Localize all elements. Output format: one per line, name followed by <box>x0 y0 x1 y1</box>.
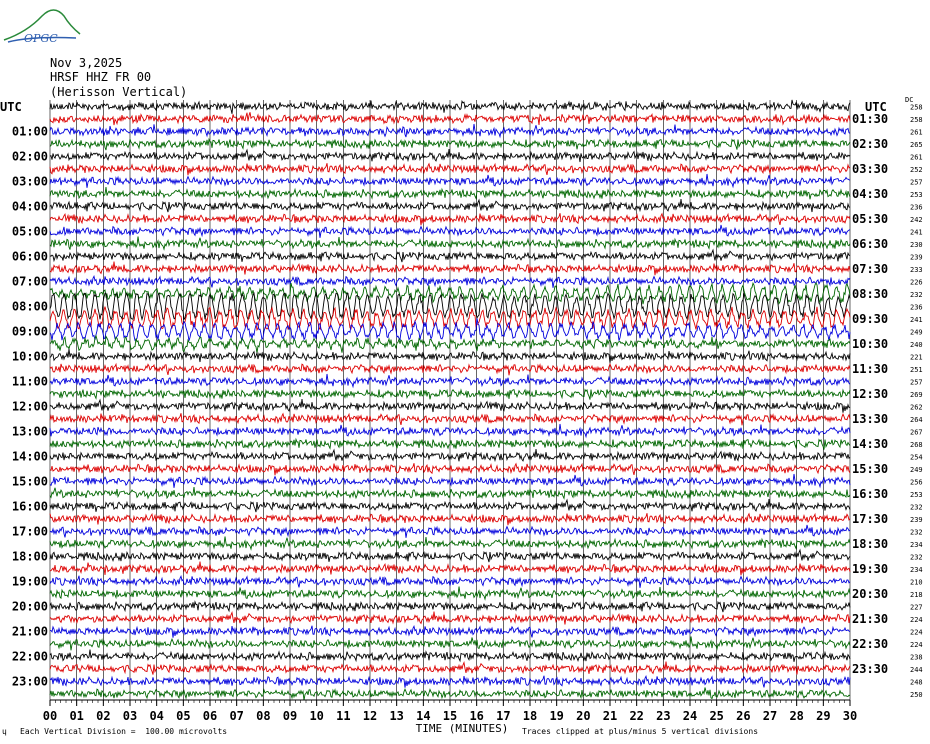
plot-date: Nov 3,2025 <box>50 56 123 70</box>
logo-text: OPGC <box>24 32 58 45</box>
dc-offset-label: 236 <box>910 303 923 312</box>
x-tick-label: 20 <box>576 709 591 723</box>
dc-offset-label: 241 <box>910 315 923 324</box>
dc-offset-label: 232 <box>910 528 923 537</box>
dc-offset-label: 239 <box>910 253 923 262</box>
dc-offset-label: 257 <box>910 378 923 387</box>
dc-offset-label: 248 <box>910 678 923 687</box>
right-hour-label: 11:30 <box>852 361 889 376</box>
right-hour-label: 01:30 <box>852 111 889 126</box>
x-tick-label: 21 <box>602 709 618 723</box>
dc-offset-label: 227 <box>910 603 923 612</box>
dc-offset-label: 234 <box>910 540 923 549</box>
dc-offset-label: 254 <box>910 453 923 462</box>
x-tick-label: 08 <box>256 709 271 723</box>
x-axis-title: TIME (MINUTES) <box>415 722 509 735</box>
right-hour-label: 16:30 <box>852 486 889 501</box>
left-hour-label: 23:00 <box>11 674 48 689</box>
left-hour-label: 18:00 <box>11 549 48 564</box>
right-hour-label: 20:30 <box>852 586 889 601</box>
left-hour-label: 06:00 <box>11 249 48 264</box>
x-tick-label: 29 <box>816 709 831 723</box>
x-tick-label: 13 <box>389 709 404 723</box>
dc-offset-label: 232 <box>910 290 923 299</box>
dc-offset-label: 232 <box>910 553 923 562</box>
right-hour-label: 03:30 <box>852 161 889 176</box>
dc-offset-label: 250 <box>910 690 923 699</box>
x-tick-label: 30 <box>842 709 858 723</box>
dc-offset-label: 224 <box>910 628 923 637</box>
right-hour-label: 12:30 <box>852 386 889 401</box>
left-hour-label: 09:00 <box>11 324 48 339</box>
x-tick-label: 11 <box>336 709 351 723</box>
x-tick-label: 02 <box>96 709 111 723</box>
dc-offset-label: 233 <box>910 265 923 274</box>
dc-offset-label: 252 <box>910 165 923 174</box>
left-hour-label: 11:00 <box>11 374 48 389</box>
right-hour-label: 18:30 <box>852 536 889 551</box>
left-hour-label: 04:00 <box>11 199 48 214</box>
dc-offset-label: 241 <box>910 228 923 237</box>
dc-offset-label: 240 <box>910 340 923 349</box>
left-hour-label: 07:00 <box>11 274 48 289</box>
x-tick-label: 09 <box>282 709 298 723</box>
dc-offset-label: 249 <box>910 328 923 337</box>
right-utc-title: UTC <box>865 100 887 114</box>
dc-offset-label: 264 <box>910 415 923 424</box>
left-hour-label: 19:00 <box>11 574 48 589</box>
left-hour-label: 03:00 <box>11 174 48 189</box>
left-utc-title: UTC <box>0 100 22 114</box>
left-hour-label: 20:00 <box>11 599 48 614</box>
x-tick-label: 17 <box>496 709 511 723</box>
x-tick-label: 00 <box>42 709 58 723</box>
dc-column-title: DC <box>905 96 914 104</box>
right-hour-label: 14:30 <box>852 436 889 451</box>
x-tick-label: 19 <box>549 709 564 723</box>
left-hour-label: 12:00 <box>11 399 48 414</box>
left-hour-label: 10:00 <box>11 349 48 364</box>
x-tick-label: 04 <box>149 709 164 723</box>
right-hour-label: 23:30 <box>852 661 889 676</box>
right-hour-label: 13:30 <box>852 411 889 426</box>
left-hour-label: 15:00 <box>11 474 48 489</box>
x-tick-label: 26 <box>736 709 751 723</box>
dc-offset-label: 239 <box>910 515 923 524</box>
dc-offset-label: 256 <box>910 478 923 487</box>
clip-note: Traces clipped at plus/minus 5 vertical divisions <box>522 727 759 736</box>
dc-offset-label: 234 <box>910 565 923 574</box>
x-tick-label: 12 <box>362 709 378 723</box>
x-tick-label: 03 <box>122 709 138 723</box>
right-hour-label: 04:30 <box>852 186 889 201</box>
x-tick-label: 28 <box>789 709 804 723</box>
x-tick-label: 07 <box>229 709 244 723</box>
right-hour-label: 05:30 <box>852 211 889 226</box>
right-hour-label: 08:30 <box>852 286 889 301</box>
x-tick-label: 06 <box>202 709 218 723</box>
left-hour-label: 08:00 <box>11 299 48 314</box>
x-tick-label: 18 <box>522 709 538 723</box>
dc-offset-label: 269 <box>910 390 923 399</box>
dc-offset-label: 251 <box>910 365 923 374</box>
division-note: Each Vertical Division = 100.00 microvolts <box>20 727 228 736</box>
dc-offset-label: 221 <box>910 353 923 362</box>
right-hour-label: 21:30 <box>852 611 889 626</box>
left-hour-label: 14:00 <box>11 449 48 464</box>
left-hour-label: 16:00 <box>11 499 48 514</box>
left-hour-label: 02:00 <box>11 149 48 164</box>
right-hour-label: 22:30 <box>852 636 889 651</box>
dc-offset-label: 249 <box>910 465 923 474</box>
dc-offset-label: 258 <box>910 115 923 124</box>
x-tick-label: 27 <box>762 709 778 723</box>
dc-offset-label: 218 <box>910 590 923 599</box>
dc-offset-label: 267 <box>910 428 923 437</box>
dc-offset-label: 257 <box>910 178 923 187</box>
x-tick-label: 25 <box>709 709 724 723</box>
x-tick-label: 05 <box>176 709 191 723</box>
dc-offset-label: 261 <box>910 128 923 137</box>
left-hour-label: 13:00 <box>11 424 48 439</box>
dc-offset-label: 261 <box>910 153 923 162</box>
station-location: (Herisson Vertical) <box>50 85 188 99</box>
left-hour-label: 01:00 <box>11 124 48 139</box>
dc-offset-label: 265 <box>910 140 923 149</box>
dc-offset-label: 244 <box>910 665 923 674</box>
x-tick-label: 01 <box>69 709 84 723</box>
dc-offset-label: 262 <box>910 403 923 412</box>
dc-offset-label: 253 <box>910 490 923 499</box>
dc-offset-label: 226 <box>910 278 923 287</box>
right-hour-label: 10:30 <box>852 336 889 351</box>
dc-offset-label: 210 <box>910 578 923 587</box>
right-hour-label: 17:30 <box>852 511 889 526</box>
right-hour-label: 02:30 <box>852 136 889 151</box>
dc-offset-label: 242 <box>910 215 923 224</box>
right-hour-label: 07:30 <box>852 261 889 276</box>
x-tick-label: 15 <box>442 709 458 723</box>
right-hour-label: 09:30 <box>852 311 889 326</box>
dc-offset-label: 230 <box>910 240 923 249</box>
left-hour-label: 17:00 <box>11 524 48 539</box>
x-tick-label: 16 <box>469 709 484 723</box>
dc-offset-label: 232 <box>910 503 923 512</box>
left-hour-label: 22:00 <box>11 649 48 664</box>
dc-offset-label: 224 <box>910 640 923 649</box>
x-tick-label: 23 <box>656 709 671 723</box>
x-tick-label: 24 <box>682 709 698 723</box>
right-hour-label: 06:30 <box>852 236 889 251</box>
left-hour-label: 21:00 <box>11 624 48 639</box>
dc-offset-label: 236 <box>910 203 923 212</box>
x-tick-label: 14 <box>416 709 431 723</box>
left-hour-label: 05:00 <box>11 224 48 239</box>
dc-offset-label: 224 <box>910 615 923 624</box>
dc-offset-label: 238 <box>910 653 923 662</box>
dc-offset-label: 253 <box>910 190 923 199</box>
station-code: HRSF HHZ FR 00 <box>50 70 152 84</box>
x-tick-label: 10 <box>309 709 324 723</box>
right-hour-label: 15:30 <box>852 461 889 476</box>
x-tick-label: 22 <box>629 709 644 723</box>
scale-icon: ɥ <box>2 727 7 736</box>
right-hour-label: 19:30 <box>852 561 889 576</box>
dc-offset-label: 268 <box>910 440 923 449</box>
dc-offset-label: 258 <box>910 103 923 112</box>
